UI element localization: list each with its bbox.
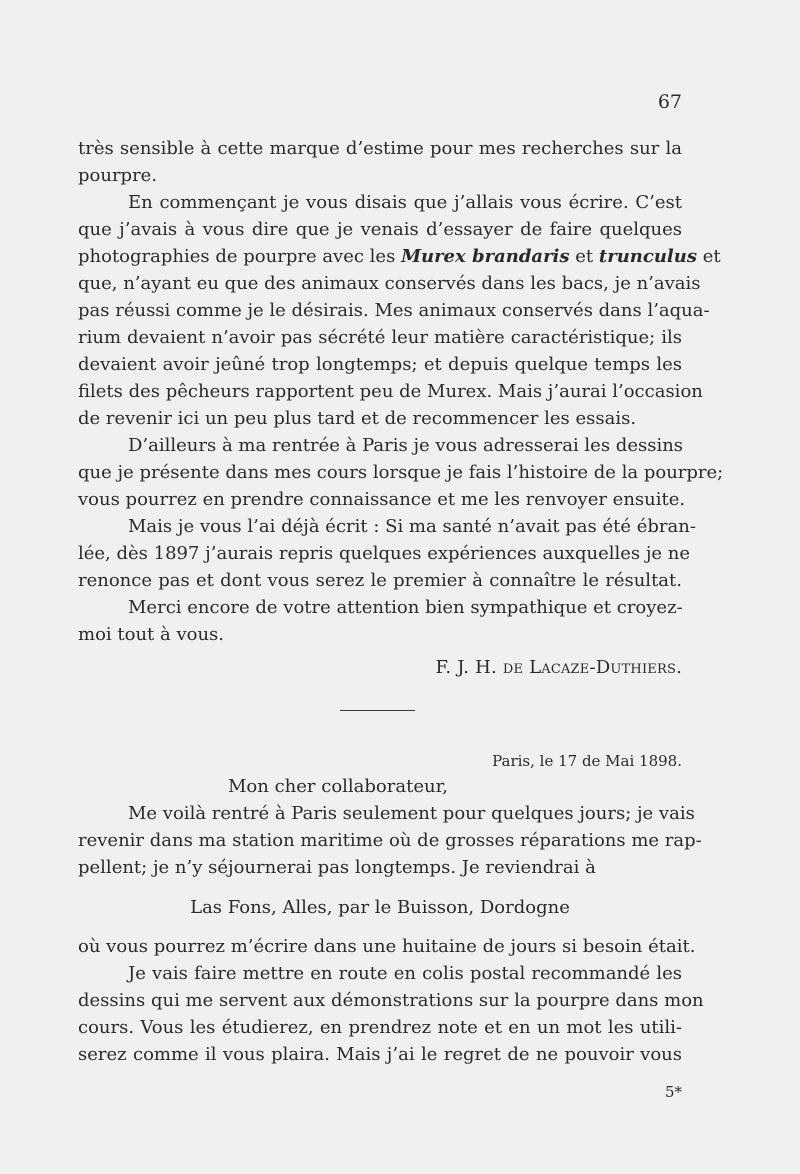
letter-greeting: Mon cher collaborateur, — [228, 776, 448, 797]
text-line: très sensible à cette marque d’estime pour mes recherches sur la — [78, 138, 682, 159]
text-line: moi tout à vous. — [78, 624, 225, 645]
section-divider — [340, 710, 415, 711]
address-line: Las Fons, Alles, par le Buisson, Dordogne — [190, 897, 570, 918]
text-line: Merci encore de votre attention bien sympathique et croyez- — [128, 597, 683, 618]
text-line: que je présente dans mes cours lorsque je fais l’histoire de la pourpre; — [78, 462, 724, 483]
text-line: que j’avais à vous dire que je venais d’essayer de faire quelques — [78, 219, 682, 240]
text-line: Mais je vous l’ai déjà écrit : Si ma santé n’avait pas été ébran- — [128, 516, 696, 537]
text-line: que, n’ayant eu que des animaux conservés dans les bacs, je n’avais — [78, 273, 701, 294]
text-line: devaient avoir jeûné trop longtemps; et depuis quelque temps les — [78, 354, 682, 375]
text-line: vous pourrez en prendre connaissance et me les renvoyer ensuite. — [78, 489, 686, 510]
text-fragment: et — [575, 246, 594, 267]
text-line: renonce pas et dont vous serez le premier à connaître le résultat. — [78, 570, 682, 591]
text-line: dessins qui me servent aux démonstrations sur la pourpre dans mon — [78, 990, 704, 1011]
text-line: serez comme il vous plaira. Mais j’ai le regret de ne pouvoir vous — [78, 1044, 682, 1065]
page-number: 67 — [657, 91, 682, 113]
text-line: Je vais faire mettre en route en colis postal recommandé les — [128, 963, 682, 984]
text-line: Me voilà rentré à Paris seulement pour quelques jours; je vais — [128, 803, 695, 824]
text-line: pourpre. — [78, 165, 158, 186]
signature: F. J. H. de Lacaze-Duthiers. — [435, 657, 682, 678]
sheet-signature-mark: 5* — [664, 1083, 682, 1101]
text-line: cours. Vous les étudierez, en prendrez note et en un mot les utili- — [78, 1017, 682, 1038]
text-line-mixed — [78, 244, 721, 270]
text-fragment: photographies de pourpre avec les — [78, 246, 396, 267]
text-fragment: et — [702, 246, 721, 267]
text-line: rium devaient n’avoir pas sécrété leur matière caractéristique; ils — [78, 327, 682, 348]
text-line: filets des pêcheurs rapportent peu de Murex. Mais j’aurai l’occasion — [78, 381, 703, 402]
letter-date: Paris, le 17 de Mai 1898. — [492, 752, 682, 770]
text-line: où vous pourrez m’écrire dans une huitaine de jours si besoin était. — [78, 936, 696, 957]
species-name: Murex brandaris — [401, 246, 570, 267]
text-line: lée, dès 1897 j’aurais repris quelques expériences auxquelles je ne — [78, 543, 691, 564]
text-line: de revenir ici un peu plus tard et de recommencer les essais. — [78, 408, 637, 429]
species-name: trunculus — [598, 246, 697, 267]
text-line: D’ailleurs à ma rentrée à Paris je vous adresserai les dessins — [128, 435, 684, 456]
text-line: revenir dans ma station maritime où de grosses réparations me rap- — [78, 830, 702, 851]
text-line: pellent; je n’y séjournerai pas longtemps. Je reviendrai à — [78, 857, 596, 878]
text-line: En commençant je vous disais que j’allais vous écrire. C’est — [128, 192, 682, 213]
text-line: pas réussi comme je le désirais. Mes animaux conservés dans l’aqua- — [78, 300, 710, 321]
